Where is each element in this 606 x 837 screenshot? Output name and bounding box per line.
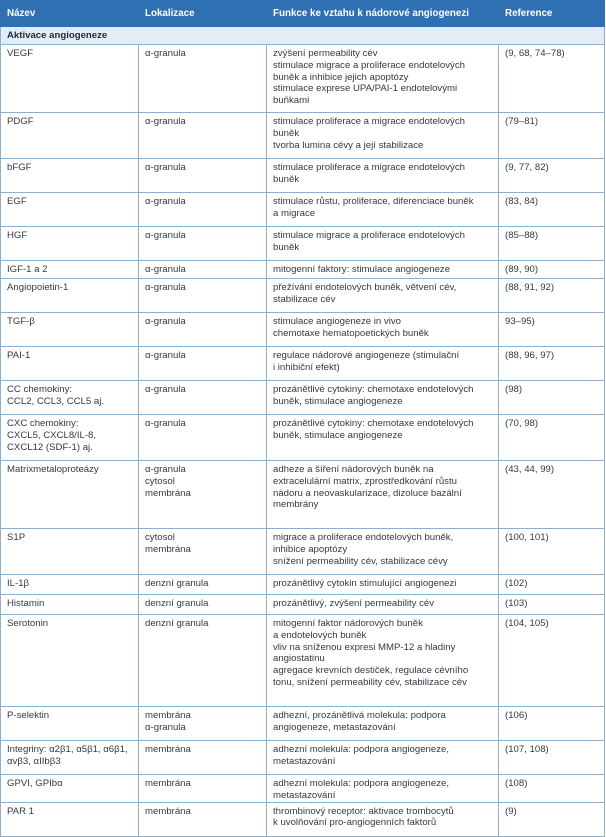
cell-line: α-granula: [145, 162, 186, 173]
header-location: Lokalizace: [139, 1, 267, 27]
cell-line: IL-1β: [7, 578, 30, 589]
header-function: Funkce ke vztahu k nádorové angiogenezi: [267, 1, 499, 27]
cell-line: membrány: [273, 499, 319, 511]
cell-reference: [499, 529, 605, 575]
cell-line: nádoru a neovaskularizace, dizoluce bazální: [273, 487, 462, 499]
cell-line: α-granula: [145, 316, 186, 327]
table-row: [1, 193, 605, 227]
cell-location: [139, 529, 267, 575]
cell-line: (88, 96, 97): [505, 350, 555, 361]
cell-reference: [499, 261, 605, 279]
cell-line: (70, 98): [505, 418, 539, 429]
cell-line: zvýšení permeability cév: [273, 48, 378, 59]
cell-location: [139, 261, 267, 279]
cell-name: [1, 575, 139, 595]
cell-location: [139, 113, 267, 159]
cell-name: [1, 381, 139, 415]
table-row: [1, 707, 605, 741]
cell-location: [139, 227, 267, 261]
cell-line: angiogeneze, metastazování: [273, 721, 396, 733]
cell-line: (104, 105): [505, 618, 549, 629]
cell-reference: [499, 575, 605, 595]
cell-line: stimulace exprese UPA/PAI-1 endotelovými: [273, 83, 458, 95]
cell-function: [267, 279, 499, 313]
cell-location: [139, 45, 267, 113]
cell-location: [139, 193, 267, 227]
cell-reference: [499, 802, 605, 836]
cell-function: [267, 313, 499, 347]
cell-line: Matrixmetaloproteázy: [7, 464, 99, 475]
cell-line: (103): [505, 598, 528, 609]
cell-line: (88, 91, 92): [505, 282, 555, 293]
cell-location: [139, 802, 267, 836]
table-row: [1, 159, 605, 193]
cell-location: [139, 279, 267, 313]
cell-line: CCL2, CCL3, CCL5 aj.: [7, 395, 105, 407]
cell-line: adhezní molekula: podpora angiogeneze,: [273, 778, 450, 789]
cell-line: prozánětlivý, zvýšení permeability cév: [273, 598, 435, 609]
cell-line: prozánětlivé cytokiny: chemotaxe endotelových: [273, 384, 474, 395]
cell-line: inhibice apoptózy: [273, 543, 348, 555]
cell-reference: [499, 113, 605, 159]
cell-line: mitogenní faktory: stimulace angiogeneze: [273, 264, 451, 275]
table-row: [1, 741, 605, 775]
cell-line: chemotaxe hematopoetických buněk: [273, 327, 429, 339]
table-row: [1, 113, 605, 159]
cell-location: [139, 741, 267, 775]
cell-location: [139, 595, 267, 615]
cell-line: (102): [505, 578, 528, 589]
cell-line: přežívání endotelových buněk, větvení cév,: [273, 282, 457, 293]
cell-line: migrace a proliferace endotelových buněk,: [273, 532, 454, 543]
cell-line: CXCL12 (SDF-1) aj.: [7, 441, 93, 453]
cell-location: [139, 159, 267, 193]
cell-function: [267, 615, 499, 707]
cell-function: [267, 113, 499, 159]
table-row: [1, 461, 605, 529]
cell-line: α-granula: [145, 418, 186, 429]
section-title: Aktivace angiogeneze: [1, 27, 605, 45]
cell-line: agregace krevních destiček, regulace cévního: [273, 665, 469, 677]
cell-line: α-granula: [145, 196, 186, 207]
cell-line: thrombinový receptor: aktivace trombocytů: [273, 805, 454, 817]
cell-line: (100, 101): [505, 532, 549, 543]
cell-line: metastazování: [273, 789, 336, 801]
cell-line: membrána: [145, 744, 191, 755]
cell-line: IGF-1 a 2: [7, 264, 48, 275]
cell-line: k uvolňování pro-angiogenních faktorů: [273, 817, 437, 829]
table-row: [1, 595, 605, 615]
table-row: [1, 45, 605, 113]
cell-line: tvorba lumina cévy a její stabilizace: [273, 139, 424, 151]
cell-location: [139, 461, 267, 529]
cell-reference: [499, 615, 605, 707]
cell-location: [139, 415, 267, 461]
table-row: [1, 575, 605, 595]
cell-line: α-granula: [145, 384, 186, 395]
cell-function: [267, 707, 499, 741]
cell-line: buněk, stimulace angiogeneze: [273, 429, 403, 441]
cell-line: α-granula: [145, 282, 186, 293]
cell-name: [1, 193, 139, 227]
cell-location: [139, 707, 267, 741]
cell-reference: [499, 415, 605, 461]
cell-reference: [499, 193, 605, 227]
cell-function: [267, 529, 499, 575]
cell-reference: [499, 159, 605, 193]
cell-location: [139, 575, 267, 595]
table-row: [1, 279, 605, 313]
cell-line: stabilizace cév: [273, 293, 336, 305]
cell-line: (89, 90): [505, 264, 539, 275]
cell-reference: [499, 347, 605, 381]
cell-reference: [499, 775, 605, 803]
cell-line: VEGF: [7, 48, 34, 59]
cell-line: (107, 108): [505, 744, 549, 755]
cell-name: [1, 45, 139, 113]
cell-line: membrána: [145, 805, 191, 817]
cell-name: [1, 227, 139, 261]
cell-function: [267, 193, 499, 227]
cell-location: [139, 615, 267, 707]
cell-line: mitogenní faktor nádorových buněk: [273, 618, 423, 629]
cell-function: [267, 461, 499, 529]
cell-location: [139, 347, 267, 381]
table-row: [1, 775, 605, 803]
cell-line: a endotelových buněk: [273, 629, 367, 641]
cell-function: [267, 45, 499, 113]
cell-line: membrána: [145, 543, 191, 555]
cell-line: cytosol: [145, 475, 175, 487]
cell-line: i inhibiční efekt): [273, 361, 340, 373]
cell-function: [267, 741, 499, 775]
cell-line: membrána: [145, 778, 191, 789]
cell-line: PDGF: [7, 116, 34, 127]
cell-line: tonu, snížení permeability cév, stabilizace cév: [273, 676, 467, 688]
cell-location: [139, 775, 267, 803]
cell-line: membrána: [145, 710, 191, 721]
cell-function: [267, 575, 499, 595]
cell-line: stimulace migrace a proliferace endotelových: [273, 230, 465, 241]
cell-line: stimulace angiogeneze in vivo: [273, 316, 401, 327]
cell-reference: [499, 227, 605, 261]
table-row: [1, 261, 605, 279]
cell-line: metastazování: [273, 755, 336, 767]
cell-line: membrána: [145, 487, 191, 499]
cell-line: Angiopoietin-1: [7, 282, 69, 293]
cell-line: CC chemokiny:: [7, 384, 73, 395]
cell-name: [1, 802, 139, 836]
cell-line: GPVI, GPIbα: [7, 778, 63, 789]
cell-line: buněk a inhibice jejich apoptózy: [273, 71, 409, 83]
cell-name: [1, 775, 139, 803]
cell-line: α-granula: [145, 350, 186, 361]
cell-location: [139, 313, 267, 347]
cell-line: buněk: [273, 241, 300, 253]
cell-line: prozánětlivé cytokiny: chemotaxe endotelových: [273, 418, 474, 429]
header-name: Název: [1, 1, 139, 27]
cell-line: Serotonin: [7, 618, 49, 629]
cell-line: stimulace proliferace a migrace endotelových: [273, 162, 465, 173]
cell-function: [267, 595, 499, 615]
cell-location: [139, 381, 267, 415]
cell-name: [1, 113, 139, 159]
cell-line: (108): [505, 778, 528, 789]
cell-line: (9, 77, 82): [505, 162, 549, 173]
cell-line: α-granula: [145, 48, 186, 59]
cell-line: angiostatinu: [273, 653, 325, 665]
cell-reference: [499, 45, 605, 113]
cell-line: CXC chemokiny:: [7, 418, 79, 429]
cell-line: cytosol: [145, 532, 175, 543]
cell-line: prozánětlivý cytokin stimulující angiogenezi: [273, 578, 457, 589]
cell-line: adhezní molekula: podpora angiogeneze,: [273, 744, 450, 755]
cell-name: [1, 261, 139, 279]
cell-name: [1, 347, 139, 381]
cell-line: α-granula: [145, 230, 186, 241]
cell-line: adheze a šíření nádorových buněk na: [273, 464, 434, 475]
cell-line: PAR 1: [7, 805, 35, 817]
cell-line: (79–81): [505, 116, 539, 127]
cell-line: EGF: [7, 196, 27, 207]
cell-function: [267, 775, 499, 803]
cell-reference: [499, 313, 605, 347]
cell-function: [267, 159, 499, 193]
cell-line: α-granula: [145, 264, 186, 275]
cell-name: [1, 529, 139, 575]
section-row: [1, 27, 605, 45]
cell-name: [1, 595, 139, 615]
cell-line: buněk: [273, 173, 300, 185]
cell-function: [267, 381, 499, 415]
cell-line: Integriny: α2β1, α5β1, α6β1,: [7, 744, 128, 755]
cell-reference: [499, 461, 605, 529]
cell-line: α-granula: [145, 464, 186, 475]
cell-line: αvβ3, αIIbβ3: [7, 755, 61, 767]
cell-line: (98): [505, 384, 523, 395]
cell-line: snížení permeability cév, stabilizace cévy: [273, 555, 448, 567]
table-row: [1, 347, 605, 381]
cell-line: buňkami: [273, 95, 310, 107]
table-row: [1, 415, 605, 461]
table-row: [1, 802, 605, 836]
cell-line: (9): [505, 805, 517, 817]
cell-line: extracelulární matrix, zprostředkování růstu: [273, 475, 457, 487]
table-row: [1, 529, 605, 575]
cell-line: (9, 68, 74–78): [505, 48, 565, 59]
cell-reference: [499, 381, 605, 415]
cell-line: (83, 84): [505, 196, 539, 207]
cell-line: HGF: [7, 230, 28, 241]
cell-reference: [499, 707, 605, 741]
cell-line: buněk: [273, 127, 300, 139]
table-row: [1, 227, 605, 261]
cell-name: [1, 159, 139, 193]
cell-line: (85–88): [505, 230, 539, 241]
cell-line: Histamin: [7, 598, 45, 609]
cell-name: [1, 461, 139, 529]
cell-function: [267, 802, 499, 836]
cell-reference: [499, 595, 605, 615]
cell-line: 93–95): [505, 316, 535, 327]
header-reference: Reference: [499, 1, 605, 27]
cell-name: [1, 707, 139, 741]
cell-name: [1, 741, 139, 775]
cell-line: stimulace migrace a proliferace endotelových: [273, 59, 465, 71]
cell-line: S1P: [7, 532, 26, 543]
cell-line: buněk, stimulace angiogeneze: [273, 395, 403, 407]
cell-line: denzní granula: [145, 618, 209, 629]
cell-function: [267, 347, 499, 381]
cell-line: (106): [505, 710, 528, 721]
cell-reference: [499, 279, 605, 313]
cell-line: P-selektin: [7, 710, 50, 721]
cell-line: PAI-1: [7, 350, 31, 361]
cell-line: stimulace proliferace a migrace endotelových: [273, 116, 465, 127]
cell-line: regulace nádorové angiogeneze (stimulační: [273, 350, 460, 361]
cell-name: [1, 279, 139, 313]
cell-line: α-granula: [145, 721, 186, 733]
cell-line: a migrace: [273, 207, 316, 219]
table-row: [1, 313, 605, 347]
table-header-row: [1, 1, 605, 27]
table-row: [1, 381, 605, 415]
cell-function: [267, 261, 499, 279]
cell-line: denzní granula: [145, 598, 209, 609]
cell-line: denzní granula: [145, 578, 209, 589]
table-row: [1, 615, 605, 707]
cell-name: [1, 415, 139, 461]
cell-function: [267, 227, 499, 261]
cell-line: TGF-β: [7, 316, 35, 327]
cell-name: [1, 313, 139, 347]
cell-reference: [499, 741, 605, 775]
cell-line: α-granula: [145, 116, 186, 127]
cell-function: [267, 415, 499, 461]
cell-line: stimulace růstu, proliferace, diferenciace buněk: [273, 196, 474, 207]
cell-line: CXCL5, CXCL8/IL-8,: [7, 429, 97, 441]
cell-line: bFGF: [7, 162, 32, 173]
cell-line: vliv na sníženou expresi MMP-12 a hladiny: [273, 641, 456, 653]
cell-line: adhezní, prozánětlivá molekula: podpora: [273, 710, 446, 721]
cell-line: (43, 44, 99): [505, 464, 555, 475]
cell-name: [1, 615, 139, 707]
